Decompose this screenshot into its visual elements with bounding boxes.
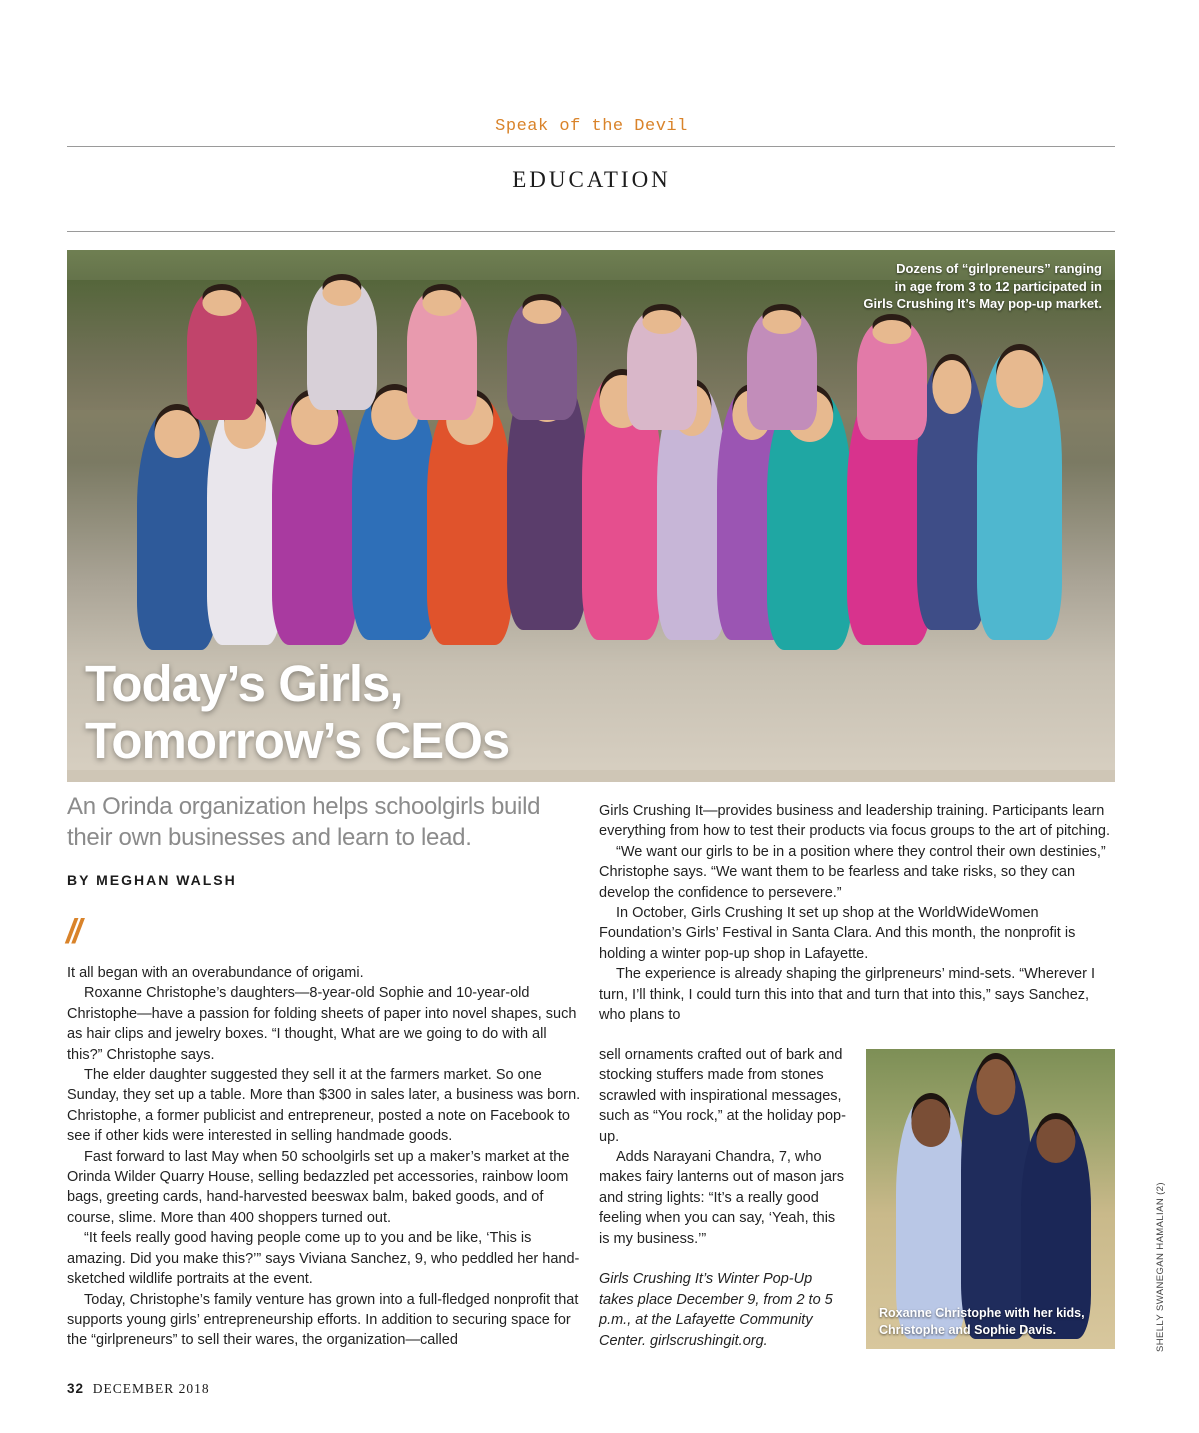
issue-date: DECEMBER 2018 — [92, 1381, 210, 1396]
folio — [67, 1381, 210, 1397]
paragraph: sell ornaments crafted out of bark and stocking stuffers made from stones scrawled with inspirational messages, such as “You rock,” at the holiday pop-up. — [599, 1047, 846, 1145]
body-column-right-narrow — [599, 1045, 849, 1351]
section-rule — [67, 231, 1115, 232]
section-title: EDUCATION — [512, 167, 671, 192]
paragraph: It all began with an overabundance of origami. — [67, 965, 364, 981]
inset-caption — [879, 1305, 1085, 1339]
inset-caption-line: Christophe and Sophie Davis. — [879, 1323, 1057, 1337]
paragraph: In October, Girls Crushing It set up shop at the WorldWideWomen Foundation’s Girls’ Festival in Santa Clara. And this month, the nonprofit is holding a winter pop-up shop in Lafayette. — [599, 905, 1076, 962]
page-number: 32 — [67, 1381, 85, 1396]
photo-credit: SHELLY SWANEGAN HAMALIAN (2) — [1155, 1182, 1166, 1352]
hero-caption-line: Girls Crushing It’s May pop-up market. — [863, 296, 1102, 311]
body-column-right — [599, 801, 1115, 1025]
paragraph: The experience is already shaping the girlpreneurs’ mind-sets. “Wherever I turn, I’ll think, I could turn this into that and turn that into this,” says Sanchez, who plans to — [599, 966, 1095, 1024]
headline-line: Today’s Girls, — [85, 655, 403, 712]
kicker: Speak of the Devil — [495, 117, 688, 136]
paragraph: Girls Crushing It—provides business and leadership training. Participants learn everything from how to test their products via focus groups to the art of pitching. — [599, 803, 1110, 840]
hero-photo — [67, 250, 1115, 782]
top-rule — [67, 146, 1115, 147]
hero-caption-line: in age from 3 to 12 participated in — [894, 278, 1102, 294]
paragraph: Fast forward to last May when 50 schoolgirls set up a maker’s market at the Orinda Wilder Quarry House, selling bedazzled pet accessories, rainbow loom bags, greeting cards, hand-harvested beeswax balm, baked goods, and of course, slime. More than 400 shoppers turned out. — [67, 1148, 570, 1226]
headline — [85, 655, 509, 769]
byline: BY MEGHAN WALSH — [67, 872, 237, 888]
hero-photo-ground — [67, 770, 1115, 782]
paragraph: Today, Christophe’s family venture has grown into a full-fledged nonprofit that supports young girls’ entrepreneurship efforts. In addition to securing space for the “girlpreneurs” to sell their wares, the organization—called — [67, 1291, 579, 1349]
paragraph: “It feels really good having people come up to you and be like, ‘This is amazing. Did you make this?’” says Viviana Sanchez, 9, who peddled her hand-sketched wildlife portraits at the event. — [67, 1230, 580, 1288]
paragraph: Roxanne Christophe’s daughters—8-year-old Sophie and 10-year-old Christophe—have a passion for folding sheets of paper into novel shapes, such as hair clips and jewelry boxes. “I thought, What are we going to do with all this?” Christophe says. — [67, 985, 577, 1063]
hero-caption — [852, 260, 1102, 313]
inset-photo — [866, 1049, 1115, 1349]
inset-caption-line: Roxanne Christophe with her kids, — [879, 1306, 1085, 1320]
event-note: Girls Crushing It’s Winter Pop-Up takes place December 9, from 2 to 5 p.m., at the Lafayette Community Center. girlscrushingit.org. — [599, 1271, 833, 1349]
deck: An Orinda organization helps schoolgirls build their own businesses and learn to lead. — [67, 793, 541, 851]
paragraph: The elder daughter suggested they sell it at the farmers market. So one Sunday, they set up a table. More than $300 in sales later, a business was born. Christophe, a former publicist and entrepreneur, posted a note on Facebook to see if other kids were interested in selling handmade goods. — [67, 1067, 581, 1145]
slash-mark: // — [66, 913, 79, 951]
hero-caption-line: Dozens of “girlpreneurs” ranging — [896, 261, 1102, 276]
headline-line: Tomorrow’s CEOs — [85, 712, 510, 769]
paragraph: Adds Narayani Chandra, 7, who makes fairy lanterns out of mason jars and string lights: “It’s a really good feeling when you can say, ‘Yeah, this is my business.’” — [599, 1149, 844, 1247]
paragraph: “We want our girls to be in a position where they control their own destinies,” Christophe says. “We want them to be fearless and take risks, so they can develop the confidence to persevere.” — [599, 843, 1106, 901]
body-column-left — [67, 963, 583, 1351]
